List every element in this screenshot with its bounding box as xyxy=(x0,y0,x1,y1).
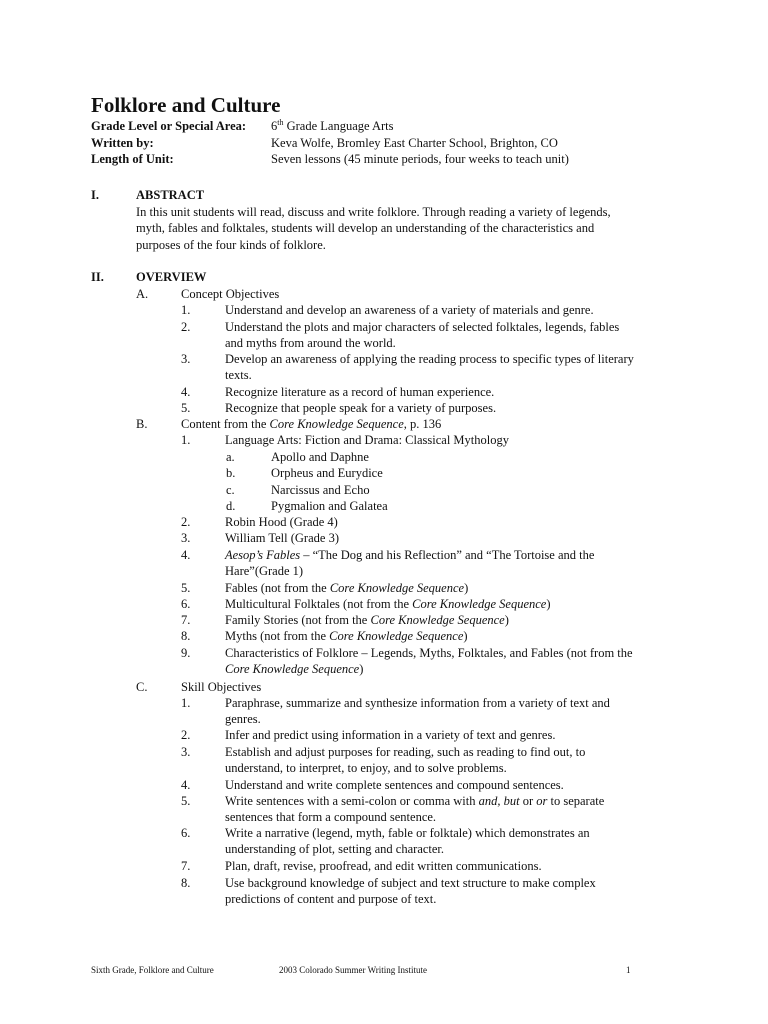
footer-page-number: 1 xyxy=(626,965,631,975)
list-item: Understand and write complete sentences and compound sentences. xyxy=(225,778,564,792)
list-number: 6. xyxy=(181,597,191,611)
list-item-continued: understanding of plot, setting and character. xyxy=(225,842,445,856)
section-number: I. xyxy=(91,188,99,202)
sublist-item: Apollo and Daphne xyxy=(271,450,369,464)
list-number: 4. xyxy=(181,778,191,792)
list-number: 2. xyxy=(181,320,191,334)
list-number: 1. xyxy=(181,433,191,447)
meta-label: Written by: xyxy=(91,136,154,150)
list-item: Plan, draft, revise, proofread, and edit written communications. xyxy=(225,859,542,873)
sublist-item: Narcissus and Echo xyxy=(271,483,370,497)
list-item-continued: Core Knowledge Sequence) xyxy=(225,662,364,676)
meta-label: Grade Level or Special Area: xyxy=(91,119,247,133)
list-number: 4. xyxy=(181,385,191,399)
subsection-title-skill-objectives: Skill Objectives xyxy=(181,680,262,694)
list-item: Recognize that people speak for a variety of purposes. xyxy=(225,401,497,415)
list-item: Family Stories (not from the Core Knowledge Sequence) xyxy=(225,613,509,627)
sublist-letter: d. xyxy=(226,499,236,513)
meta-label: Length of Unit: xyxy=(91,152,174,166)
list-item: Recognize literature as a record of human experience. xyxy=(225,385,495,399)
list-item-continued: sentences that form a compound sentence. xyxy=(225,810,437,824)
subsection-letter: B. xyxy=(136,417,148,431)
list-item-continued: and myths from around the world. xyxy=(225,336,396,350)
list-item: Paraphrase, summarize and synthesize information from a variety of text and xyxy=(225,696,610,710)
list-item-continued: understand, to interpret, to enjoy, and to solve problems. xyxy=(225,761,507,775)
list-number: 2. xyxy=(181,515,191,529)
subsection-title-concept-objectives: Concept Objectives xyxy=(181,287,280,301)
list-item: Write sentences with a semi-colon or comma with and, but or or to separate xyxy=(225,794,605,808)
section-heading-overview: OVERVIEW xyxy=(136,270,207,284)
list-number: 5. xyxy=(181,401,191,415)
list-item: Write a narrative (legend, myth, fable or folktale) which demonstrates an xyxy=(225,826,590,840)
list-number: 7. xyxy=(181,613,191,627)
list-number: 4. xyxy=(181,548,191,562)
list-item: Fables (not from the Core Knowledge Sequence) xyxy=(225,581,469,595)
sublist-letter: c. xyxy=(226,483,235,497)
list-item: Understand the plots and major characters of selected folktales, legends, fables xyxy=(225,320,620,334)
list-number: 8. xyxy=(181,876,191,890)
list-number: 3. xyxy=(181,531,191,545)
list-number: 8. xyxy=(181,629,191,643)
list-number: 3. xyxy=(181,745,191,759)
subsection-letter: C. xyxy=(136,680,148,694)
list-item: Understand and develop an awareness of a variety of materials and genre. xyxy=(225,303,594,317)
footer-left: Sixth Grade, Folklore and Culture xyxy=(91,965,214,975)
list-item-continued: texts. xyxy=(225,368,252,382)
list-item: Multicultural Folktales (not from the Core Knowledge Sequence) xyxy=(225,597,551,611)
list-number: 1. xyxy=(181,696,191,710)
sublist-item: Orpheus and Eurydice xyxy=(271,466,383,480)
list-number: 5. xyxy=(181,581,191,595)
list-number: 7. xyxy=(181,859,191,873)
list-number: 6. xyxy=(181,826,191,840)
abstract-paragraph: In this unit students will read, discuss and write folklore. Through reading a variety of legends, myth, fables and folktales, students will develop an understanding of the characteristics and purposes of the four kinds of folklore. xyxy=(136,205,611,252)
document-title: Folklore and Culture xyxy=(91,93,281,117)
meta-value: 6th Grade Language Arts xyxy=(271,117,394,133)
list-item: William Tell (Grade 3) xyxy=(225,531,339,545)
list-item: Language Arts: Fiction and Drama: Classical Mythology xyxy=(225,433,509,447)
meta-value: Seven lessons (45 minute periods, four weeks to teach unit) xyxy=(271,152,569,166)
subsection-title-content: Content from the Core Knowledge Sequence, p. 136 xyxy=(181,417,442,431)
list-item: Infer and predict using information in a variety of text and genres. xyxy=(225,728,556,742)
section-number: II. xyxy=(91,270,104,284)
footer-center: 2003 Colorado Summer Writing Institute xyxy=(279,965,427,975)
list-item: Establish and adjust purposes for reading, such as reading to find out, to xyxy=(225,745,586,759)
sublist-item: Pygmalion and Galatea xyxy=(271,499,388,513)
list-item-continued: predictions of content and purpose of text. xyxy=(225,892,437,906)
list-item-continued: genres. xyxy=(225,712,261,726)
list-number: 3. xyxy=(181,352,191,366)
section-heading-abstract: ABSTRACT xyxy=(136,188,205,202)
list-item: Robin Hood (Grade 4) xyxy=(225,515,338,529)
list-number: 1. xyxy=(181,303,191,317)
list-number: 5. xyxy=(181,794,191,808)
list-item: Characteristics of Folklore – Legends, Myths, Folktales, and Fables (not from the xyxy=(225,646,633,660)
sublist-letter: a. xyxy=(226,450,235,464)
list-item: Myths (not from the Core Knowledge Sequence) xyxy=(225,629,468,643)
subsection-letter: A. xyxy=(136,287,149,301)
list-item: Aesop’s Fables – “The Dog and his Reflection” and “The Tortoise and the xyxy=(225,548,595,562)
meta-value: Keva Wolfe, Bromley East Charter School, Brighton, CO xyxy=(271,136,558,150)
list-number: 2. xyxy=(181,728,191,742)
list-item-continued: Hare”(Grade 1) xyxy=(225,564,304,578)
list-item: Use background knowledge of subject and text structure to make complex xyxy=(225,876,596,890)
list-number: 9. xyxy=(181,646,191,660)
list-item: Develop an awareness of applying the reading process to specific types of literary xyxy=(225,352,634,366)
sublist-letter: b. xyxy=(226,466,236,480)
